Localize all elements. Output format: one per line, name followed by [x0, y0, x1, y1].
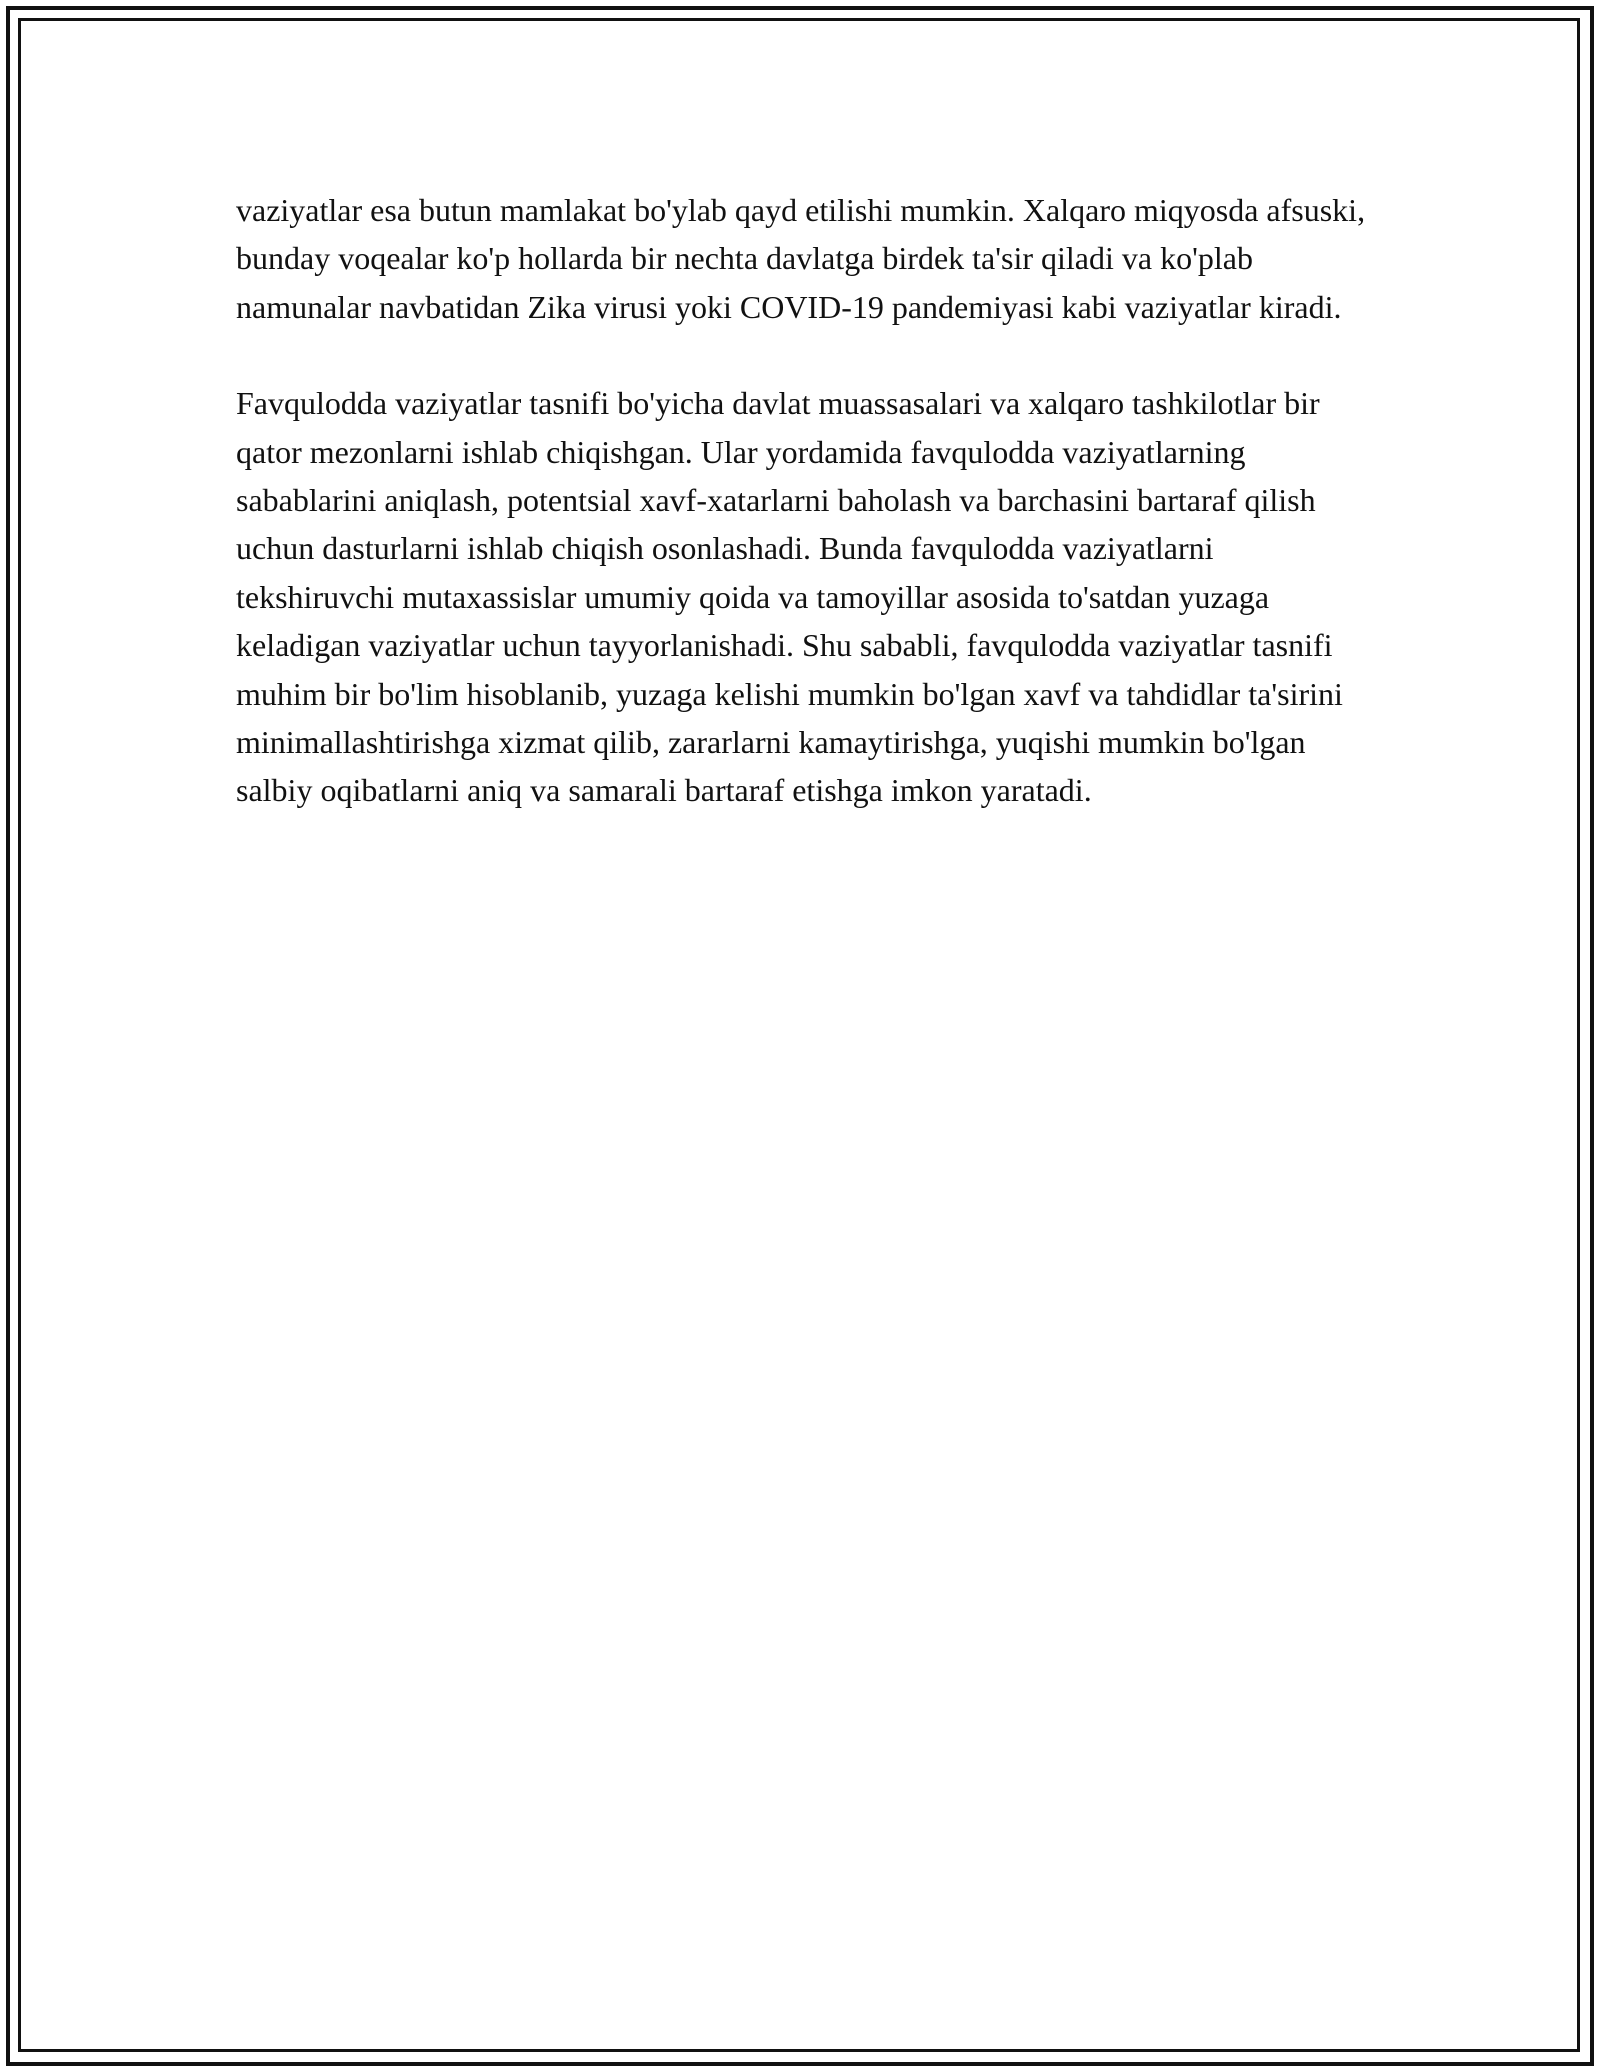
paragraph-2: Favqulodda vaziyatlar tasnifi bo'yicha davlat muassasalari va xalqaro tashkilotlar bir qator mezonlarni ishlab chiqishgan. Ular yordamida favqulodda vaziyatlarning sabablarini aniqlash, potentsial xavf-xatarlarni baholash va barchasini bartaraf qilish uchun dasturlarni ishlab chiqish osonlashadi. Bunda favqulodda vaziyatlarni tekshiruvchi mutaxassislar umumiy qoida va tamoyillar asosida to'satdan yuzaga keladigan vaziyatlar uchun tayyorlanishadi. Shu sababli, favqulodda vaziyatlar tasnifi muhim bir bo'lim hisoblanib, yuzaga kelishi mumkin bo'lgan xavf va tahdidlar ta'sirini minimallashtirishga xizmat qilib, zararlarni kamaytirishga, yuqishi mumkin bo'lgan salbiy oqibatlarni aniq va samarali bartaraf etishga imkon yaratadi. — [236, 385, 1343, 809]
paragraph-1: vaziyatlar esa butun mamlakat bo'ylab qayd etilishi mumkin. Xalqaro miqyosda afsuski, bunday voqealar ko'p hollarda bir nechta davlatga birdek ta'sir qiladi va ko'plab namunalar navbatidan Zika virusi yoki COVID-19 pandemiyasi kabi vaziyatlar kiradi. — [236, 192, 1366, 325]
document-body — [236, 186, 1366, 815]
